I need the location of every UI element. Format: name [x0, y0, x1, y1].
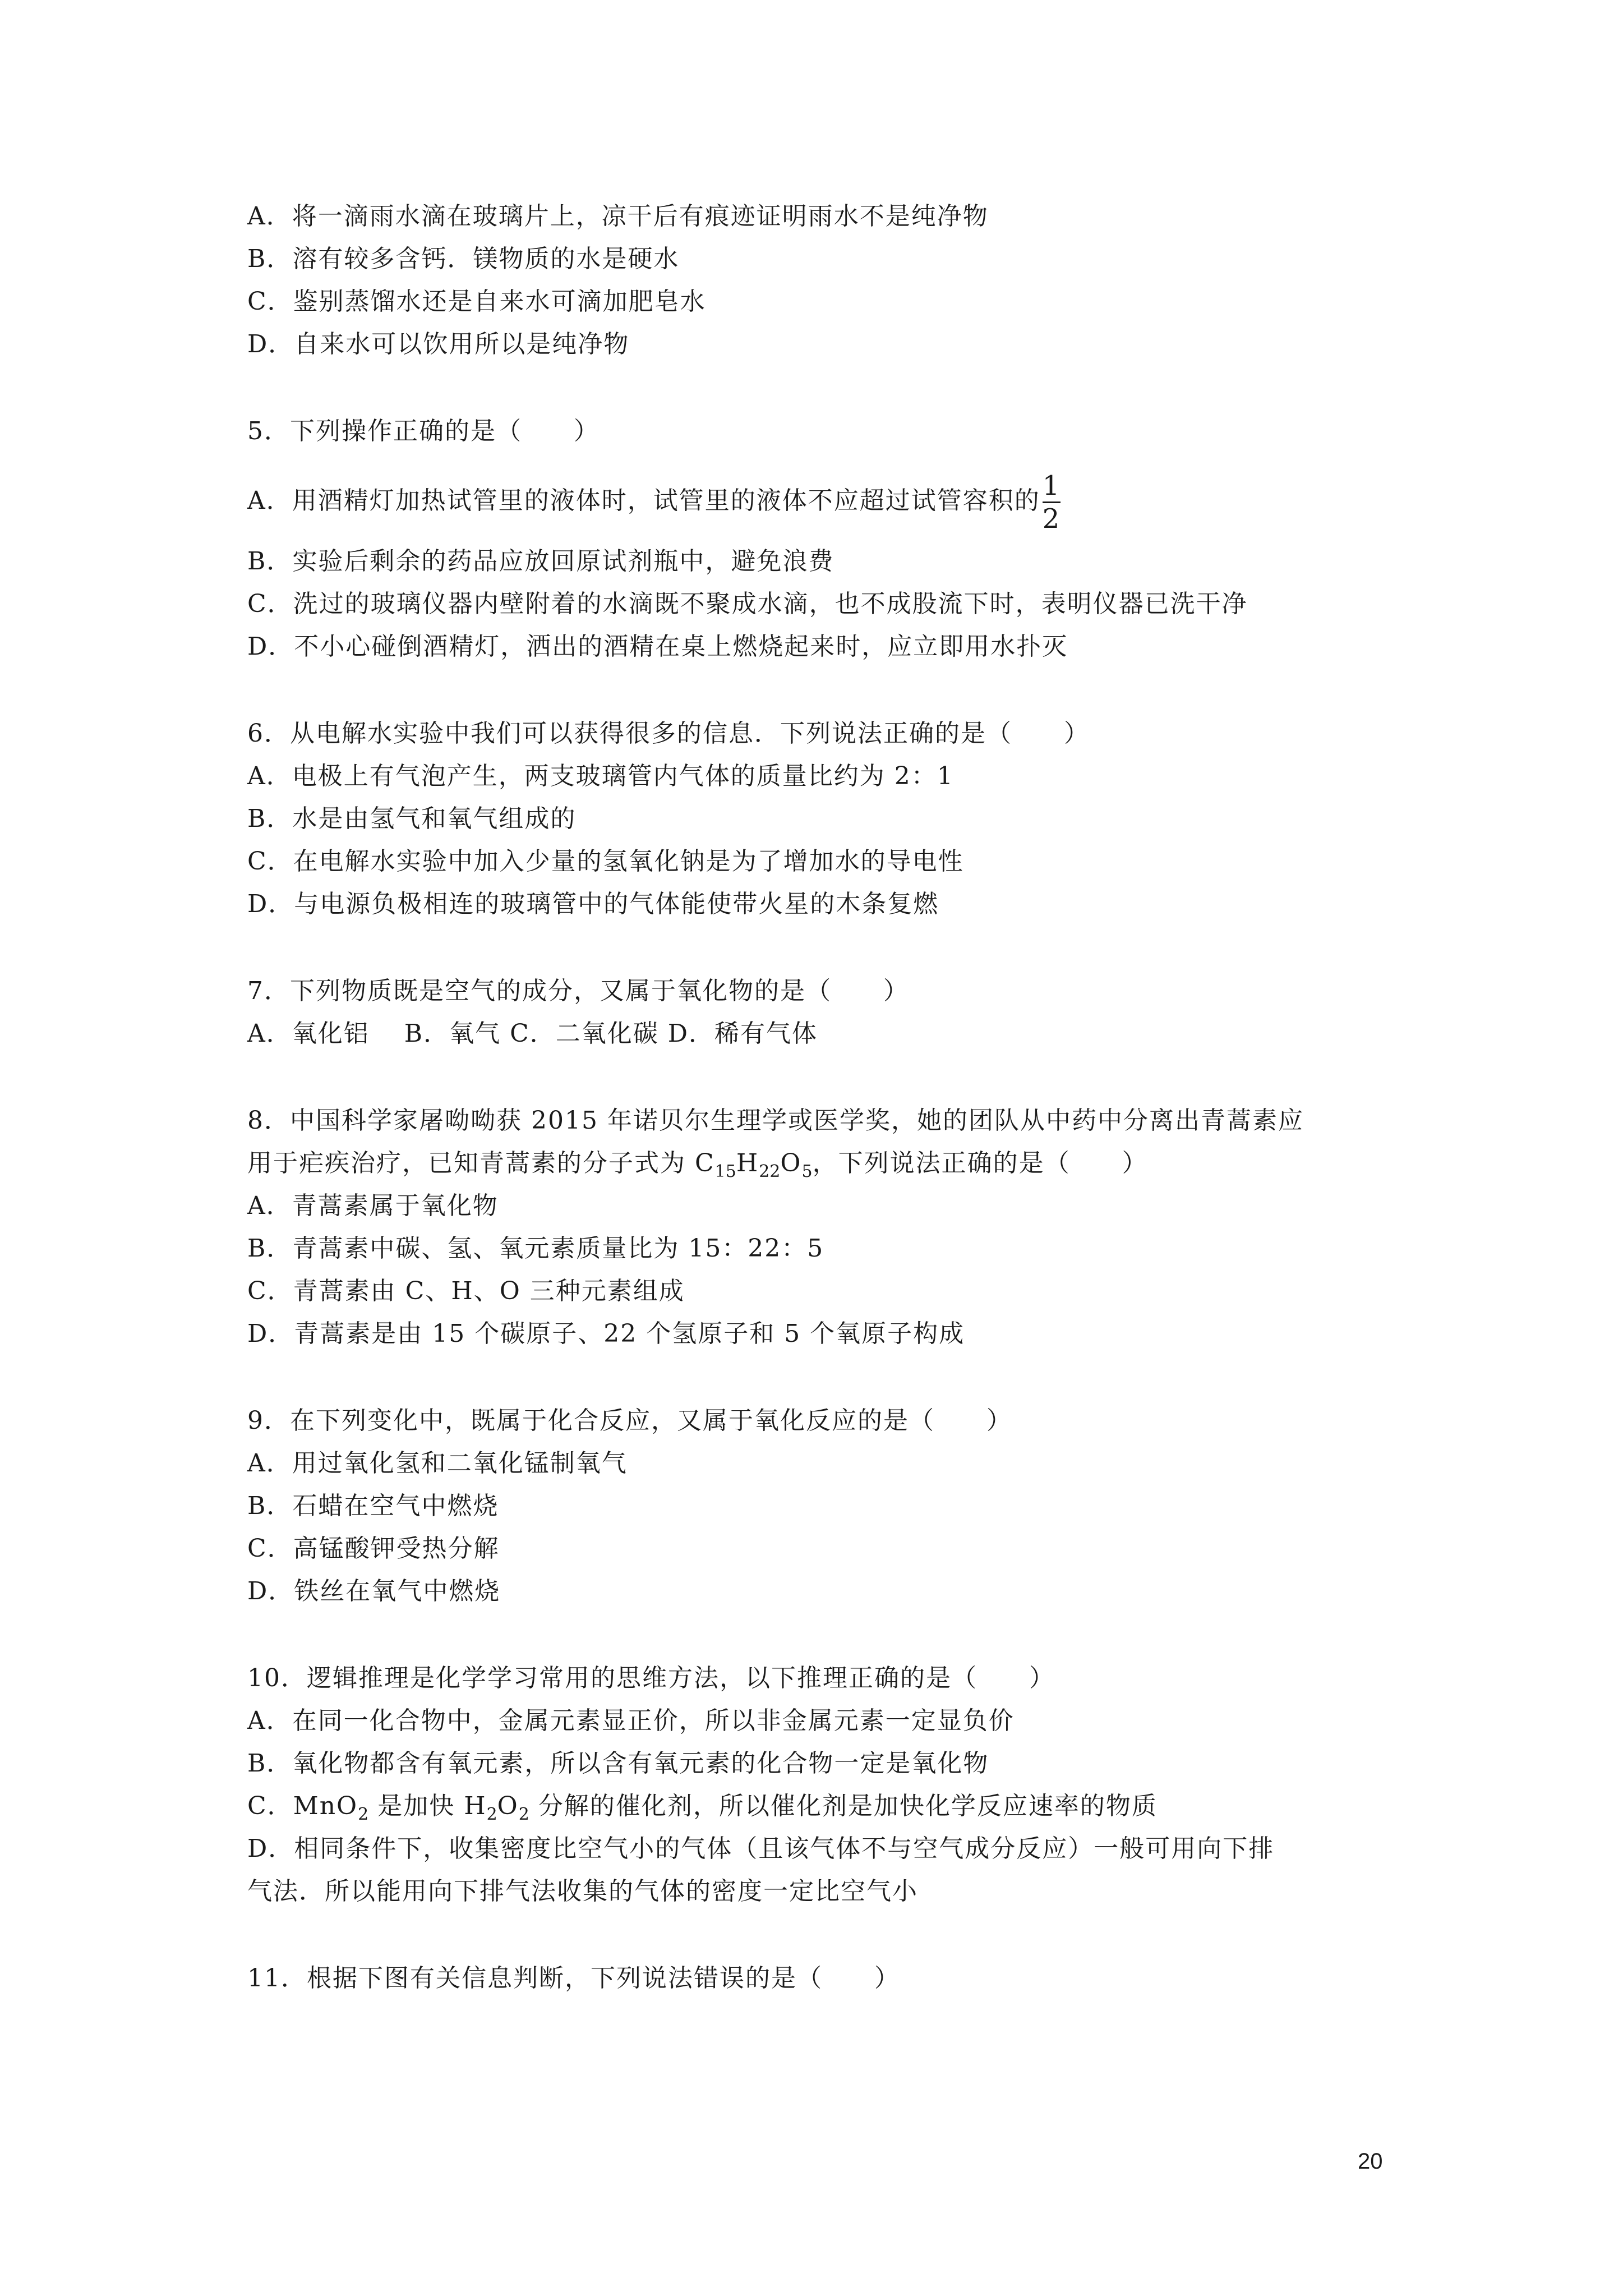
q6-option-d: D．与电源负极相连的玻璃管中的气体能使带火星的木条复燃 — [247, 890, 939, 918]
fraction-denominator: 2 — [1042, 503, 1061, 535]
q8-option-c: C．青蒿素由 C、H、O 三种元素组成 — [247, 1277, 685, 1305]
q4-option-d: D．自来水可以饮用所以是纯净物 — [247, 330, 630, 358]
q4-option-b: B．溶有较多含钙．镁物质的水是硬水 — [247, 245, 680, 273]
q10-option-c — [247, 1789, 1158, 1832]
formula-subscript: 22 — [759, 1162, 781, 1181]
q10-stem: 10．逻辑推理是化学学习常用的思维方法，以下推理正确的是（ ） — [247, 1664, 1055, 1692]
q9-option-a: A．用过氧化氢和二氧化锰制氧气 — [247, 1449, 628, 1478]
fraction-numerator: 1 — [1042, 470, 1061, 501]
formula-subscript: 2 — [358, 1805, 369, 1824]
q10-option-b: B．氧化物都含有氧元素，所以含有氧元素的化合物一定是氧化物 — [247, 1749, 989, 1778]
q4-option-c: C．鉴别蒸馏水还是自来水可滴加肥皂水 — [247, 287, 706, 316]
q10-option-c-text: 是加快 H — [368, 1792, 487, 1820]
q9-stem: 9．在下列变化中，既属于化合反应，又属于氧化反应的是（ ） — [247, 1406, 1012, 1435]
formula-subscript: 15 — [714, 1162, 736, 1181]
q9-option-b: B．石蜡在空气中燃烧 — [247, 1492, 499, 1520]
q8-stem-text: ，下列说法正确的是（ ） — [812, 1149, 1148, 1177]
q8-option-d: D．青蒿素是由 15 个碳原子、22 个氢原子和 5 个氧原子构成 — [247, 1319, 965, 1348]
q6-stem: 6．从电解水实验中我们可以获得很多的信息．下列说法正确的是（ ） — [247, 719, 1090, 748]
q8-option-b: B．青蒿素中碳、氢、氧元素质量比为 15：22：5 — [247, 1234, 824, 1263]
q7-stem: 7．下列物质既是空气的成分，又属于氧化物的是（ ） — [247, 977, 909, 1005]
q4-option-a: A．将一滴雨水滴在玻璃片上，凉干后有痕迹证明雨水不是纯净物 — [247, 202, 989, 231]
q9-option-c: C．高锰酸钾受热分解 — [247, 1534, 500, 1563]
q10-option-c-text: C．MnO — [247, 1792, 358, 1820]
fraction — [1043, 471, 1061, 533]
formula-element: O — [497, 1792, 519, 1820]
q5-stem: 5．下列操作正确的是（ ） — [247, 417, 600, 445]
formula-subscript: 2 — [518, 1805, 529, 1824]
formula-subscript: 2 — [486, 1805, 497, 1824]
page-number: 20 — [1358, 2149, 1383, 2174]
formula-element: O — [780, 1149, 802, 1177]
q10-option-c-text: 分解的催化剂，所以催化剂是加快化学反应速率的物质 — [529, 1792, 1158, 1820]
formula-subscript: 5 — [801, 1162, 813, 1181]
q8-option-a: A．青蒿素属于氧化物 — [247, 1191, 499, 1220]
q5-option-a-text: A．用酒精灯加热试管里的液体时，试管里的液体不应超过试管容积的 — [247, 486, 1040, 515]
formula-element: H — [736, 1149, 759, 1177]
q10-option-d-line1: D．相同条件下，收集密度比空气小的气体（且该气体不与空气成分反应）一般可用向下排 — [247, 1834, 1275, 1863]
q8-stem-text: 用于疟疾治疗，已知青蒿素的分子式为 C — [247, 1149, 715, 1177]
q5-option-d: D．不小心碰倒酒精灯，洒出的酒精在桌上燃烧起来时，应立即用水扑灭 — [247, 632, 1068, 661]
q11-stem: 11．根据下图有关信息判断，下列说法错误的是（ ） — [247, 1964, 900, 1993]
q6-option-a: A．电极上有气泡产生，两支玻璃管内气体的质量比约为 2：1 — [247, 762, 954, 790]
q10-option-a: A．在同一化合物中，金属元素显正价，所以非金属元素一定显负价 — [247, 1706, 1015, 1735]
q9-option-d: D．铁丝在氧气中燃烧 — [247, 1577, 501, 1605]
q8-stem-line1: 8．中国科学家屠呦呦获 2015 年诺贝尔生理学或医学奖，她的团队从中药中分离出青蒿素应 — [247, 1106, 1304, 1135]
q8-stem-line2 — [247, 1147, 1148, 1189]
q6-option-b: B．水是由氢气和氧气组成的 — [247, 804, 577, 833]
q5-option-b: B．实验后剩余的药品应放回原试剂瓶中，避免浪费 — [247, 547, 834, 576]
q6-option-c: C．在电解水实验中加入少量的氢氧化钠是为了增加水的导电性 — [247, 847, 964, 876]
q5-option-c: C．洗过的玻璃仪器内壁附着的水滴既不聚成水滴，也不成股流下时，表明仪器已洗干净 — [247, 590, 1248, 618]
q5-option-a — [247, 471, 1061, 533]
q7-options: A．氧化铝 B．氧气 C．二氧化碳 D．稀有气体 — [247, 1019, 818, 1048]
q10-option-d-line2: 气法．所以能用向下排气法收集的气体的密度一定比空气小 — [247, 1877, 918, 1906]
